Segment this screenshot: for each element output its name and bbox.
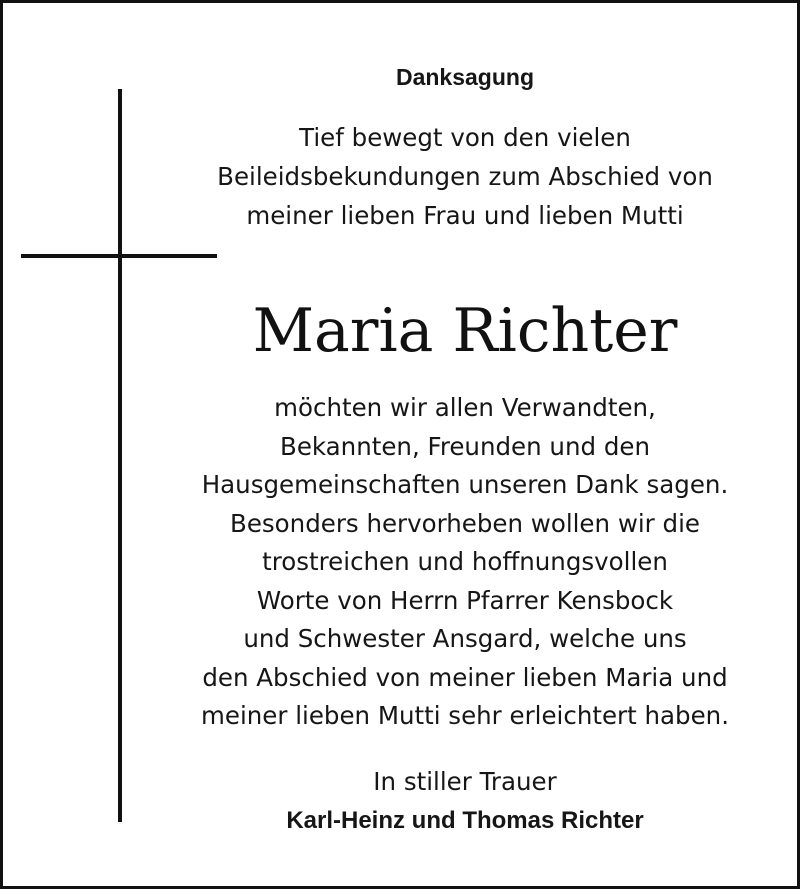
intro-line: meiner lieben Frau und lieben Mutti [246,201,684,230]
intro-line: Beileidsbekundungen zum Abschied von [217,162,713,191]
intro-line: Tief bewegt von den vielen [299,123,631,152]
body-line: Worte von Herrn Pfarrer Kensbock [256,586,674,615]
body-line: Bekannten, Freunden und den [280,432,650,461]
body-line: meiner lieben Mutti sehr erleichtert haben. [201,701,729,730]
body-line: trostreichen und hoffnungsvollen [262,547,668,576]
signature: Karl-Heinz und Thomas Richter [286,807,644,834]
body-line: Hausgemeinschaften unseren Dank sagen. [201,470,729,499]
cross-vertical-beam [118,89,122,822]
deceased-name: Maria Richter [252,296,678,366]
notice-heading: Danksagung [395,64,535,90]
cross-horizontal-beam [21,254,217,258]
body-line: Besonders hervorheben wollen wir die [230,509,700,538]
body-line: möchten wir allen Verwandten, [274,393,656,422]
body-line: den Abschied von meiner lieben Maria und [202,663,728,692]
body-line: und Schwester Ansgard, welche uns [243,624,687,653]
closing-text: In stiller Trauer [373,767,557,796]
